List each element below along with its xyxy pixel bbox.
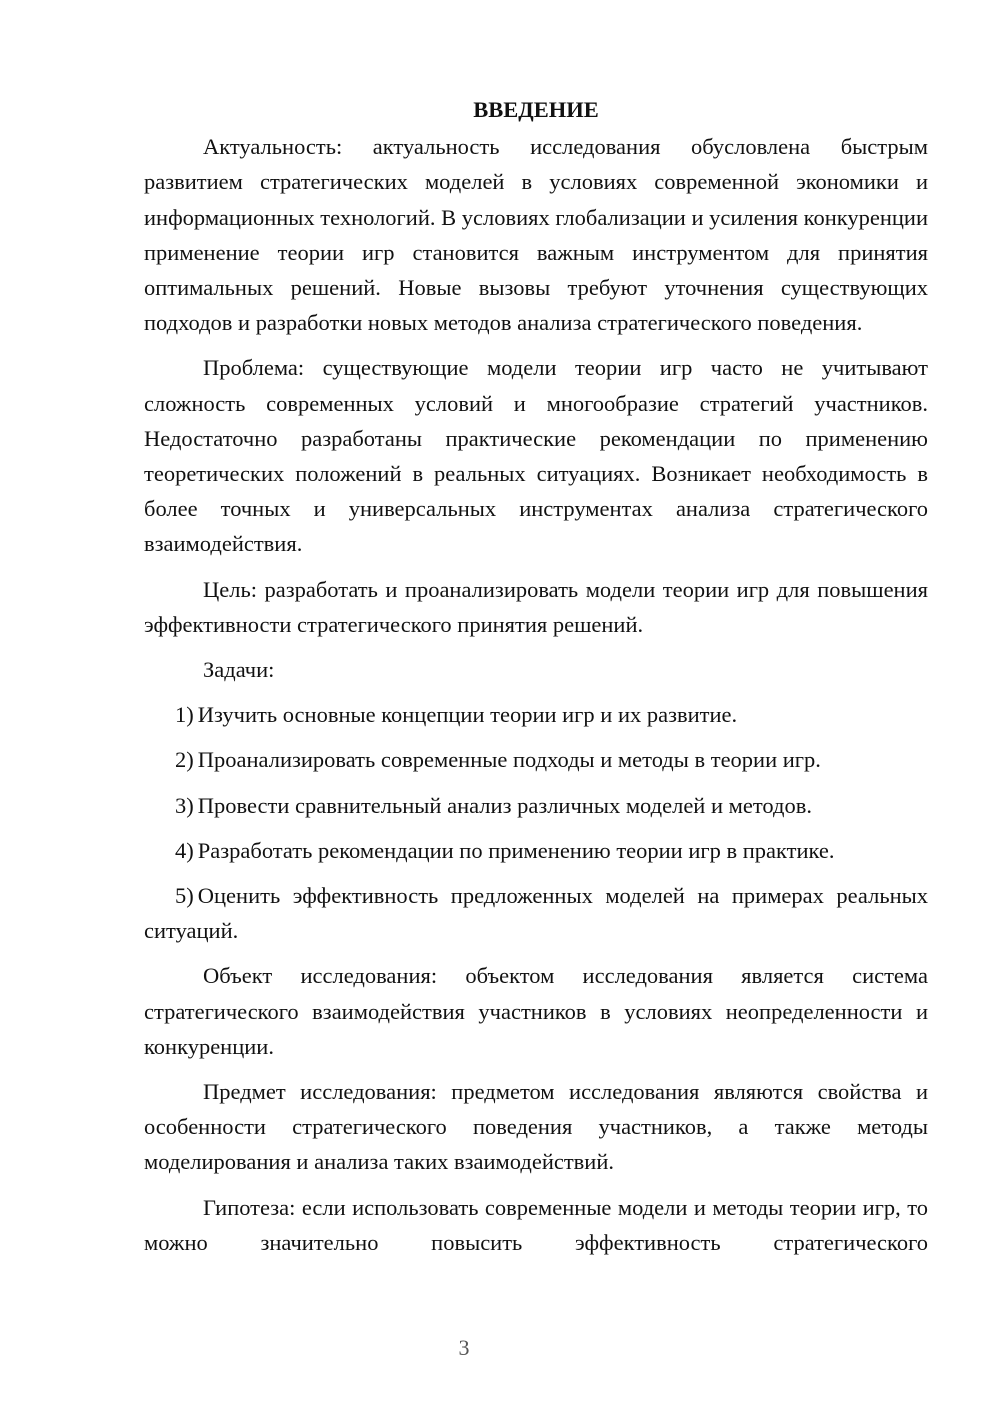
section-title: ВВЕДЕНИЕ	[473, 97, 599, 122]
task-item-1	[144, 697, 928, 732]
paragraph-object: Объект исследования: объектом исследования является система стратегического взаимодействия участников в условиях неопределенности и конкуренции.	[144, 963, 928, 1059]
paragraph-relevance: Актуальность: актуальность исследования обусловлена быстрым развитием стратегических моделей в условиях современной экономики и информационных технологий. В условиях глобализации и усиления конкуренции применение теории игр становится важным инструментом для принятия оптимальных решений. Новые вызовы требуют уточнения существующих подходов и разработки новых методов анализа стратегического поведения.	[144, 134, 928, 336]
task-text: Провести сравнительный анализ различных моделей и методов.	[197, 792, 812, 818]
task-number: 1)	[175, 702, 194, 728]
paragraph-subject: Предмет исследования: предметом исследования являются свойства и особенности стратегического поведения участников, а также методы моделирования и анализа таких взаимодействий.	[144, 1079, 928, 1175]
task-number: 5)	[175, 883, 194, 909]
task-item-3	[144, 788, 928, 823]
tasks-label: Задачи:	[203, 657, 275, 683]
task-item-2	[144, 742, 928, 777]
task-number: 2)	[175, 747, 194, 773]
task-item-4	[144, 833, 928, 868]
page-number: 3	[458, 1335, 470, 1360]
paragraph-problem: Проблема: существующие модели теории игр часто не учитывают сложность современных условий и многообразие стратегий участников. Недостаточно разработаны практические рекомендации по применению теоретических положений в реальных ситуациях. Возникает необходимость в более точных и универсальных инструментах анализа стратегического взаимодействия.	[144, 355, 928, 557]
task-item-5	[144, 878, 928, 948]
paragraph-goal: Цель: разработать и проанализировать модели теории игр для повышения эффективности стратегического принятия решений.	[144, 576, 928, 637]
task-text: Оценить эффективность предложенных моделей на примерах реальных ситуаций.	[144, 883, 928, 944]
task-number: 4)	[175, 837, 194, 863]
task-text: Проанализировать современные подходы и методы в теории игр.	[197, 747, 821, 773]
paragraph-hypothesis: Гипотеза: если использовать современные модели и методы теории игр, то можно значительно повысить эффективность стратегического	[144, 1194, 928, 1255]
task-text: Изучить основные концепции теории игр и их развитие.	[197, 702, 738, 728]
task-number: 3)	[175, 792, 194, 818]
page-content	[144, 92, 928, 1260]
task-text: Разработать рекомендации по применению теории игр в практике.	[197, 837, 835, 863]
